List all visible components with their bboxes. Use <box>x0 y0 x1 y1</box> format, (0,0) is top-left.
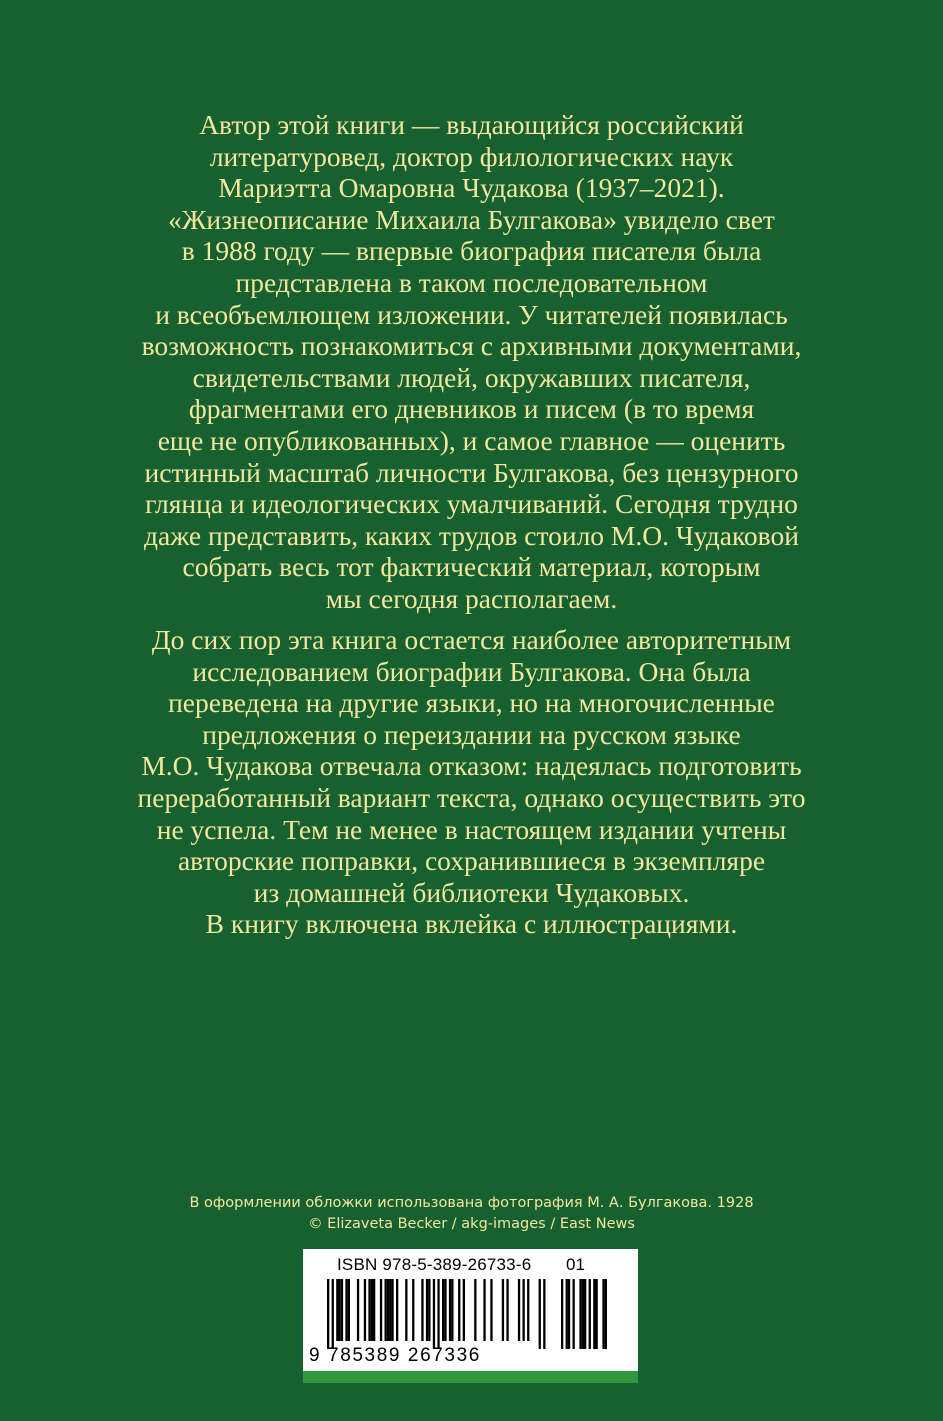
barcode-digits: 9 785389 267336 <box>309 1345 481 1366</box>
barcode-bar <box>428 1279 430 1341</box>
barcode-addon-bar <box>579 1279 581 1349</box>
barcode-bar <box>380 1279 382 1341</box>
barcode-bar <box>518 1279 520 1341</box>
text-line: в 1988 году — впервые биография писателя была <box>181 235 762 267</box>
barcode-bar <box>387 1279 389 1341</box>
isbn-label: ISBN 978-5-389-26733-6 <box>337 1255 532 1274</box>
barcode-bar <box>523 1279 525 1341</box>
text-line: М.О. Чудакова отвечала отказом: надеялась подготовить <box>141 750 802 782</box>
text-line: Мариэтта Омаровна Чудакова (1937–2021). <box>218 172 725 204</box>
barcode-addon-bar <box>582 1279 584 1349</box>
barcode-bar <box>502 1279 504 1341</box>
barcode-bar <box>458 1279 460 1341</box>
barcode-bar <box>373 1279 375 1341</box>
barcode-bar <box>345 1279 347 1341</box>
barcode-bar <box>442 1279 444 1341</box>
barcode-addon-bar <box>566 1279 568 1349</box>
text-line: переработанный вариант текста, однако осуществить это <box>137 781 806 813</box>
barcode-bar <box>396 1279 398 1341</box>
isbn-barcode <box>303 1249 638 1371</box>
barcode-bar <box>339 1279 341 1341</box>
text-line: даже представить, каких трудов стоило М.О. Чудаковой <box>144 519 799 551</box>
barcode-addon-bar <box>568 1279 570 1349</box>
barcode-bar <box>426 1279 428 1341</box>
barcode-bar <box>385 1279 387 1341</box>
barcode-bar <box>371 1279 373 1341</box>
barcode-bar <box>389 1279 391 1341</box>
barcode-bar <box>364 1279 366 1341</box>
text-line: истинный масштаб личности Булгакова, без цензурного <box>144 456 799 488</box>
text-line: не успела. Тем не менее в настоящем издании учтены <box>156 813 787 845</box>
text-line: исследованием биографии Булгакова. Она была <box>192 655 751 687</box>
barcode-bar <box>437 1279 439 1349</box>
barcode-bar <box>332 1279 334 1349</box>
text-line: собрать весь тот фактический материал, которым <box>182 551 761 583</box>
text-line: возможность познакомиться с архивными документами, <box>141 330 802 362</box>
text-line: фрагментами его дневников и писем (в то время <box>188 393 755 425</box>
text-line: переведена на другие языки, но на многочисленные <box>168 687 775 719</box>
text-line: В книгу включена вклейка с иллюстрациями. <box>205 908 738 940</box>
barcode-bar <box>444 1279 446 1341</box>
barcode-bar <box>449 1279 451 1341</box>
photo-credit-line: В оформлении обложки использована фотография М. А. Булгакова. 1928 <box>189 1195 754 1211</box>
text-line: еще не опубликованных), и самое главное — оценить <box>157 424 786 456</box>
text-line: предложения о переиздании на русском языке <box>202 718 741 750</box>
text-line: мы сегодня располагаем. <box>325 582 618 614</box>
barcode-bar <box>433 1279 435 1349</box>
barcode-addon-bar <box>589 1279 591 1349</box>
copyright-line: © Elizaveta Becker / akg-images / East News <box>308 1216 635 1232</box>
barcode-bar <box>506 1279 508 1341</box>
annotation-paragraph-2 <box>100 624 843 940</box>
barcode-bar <box>391 1279 393 1341</box>
text-line: и всеобъемлющем изложении. У читателей появилась <box>155 298 788 330</box>
text-line: авторские поправки, сохранившиеся в экземпляре <box>177 845 766 877</box>
bottom-color-strip <box>303 1371 638 1383</box>
barcode-bar <box>490 1279 492 1341</box>
text-line: «Жизнеописание Михаила Булгакова» увидело свет <box>168 203 775 235</box>
barcode-bar <box>421 1279 423 1341</box>
barcode-addon-bar <box>573 1279 575 1349</box>
barcode-bar <box>405 1279 407 1341</box>
text-line: До сих пор эта книга остается наиболее авторитетным <box>151 624 792 655</box>
barcode-bar <box>543 1279 545 1349</box>
barcode-bar <box>474 1279 476 1341</box>
text-line: представлена в таком последовательном <box>235 266 708 298</box>
text-line: глянца и идеологических умалчиваний. Сегодня трудно <box>145 488 798 520</box>
barcode-bar <box>483 1279 485 1341</box>
barcode-bar <box>539 1279 541 1349</box>
text-line: Автор этой книги — выдающийся российский <box>199 109 744 140</box>
barcode-bar <box>527 1279 529 1341</box>
barcode-addon-bar <box>561 1279 563 1349</box>
barcode-addon-bar <box>593 1279 595 1349</box>
cover-credits <box>0 1193 943 1235</box>
barcode-bar <box>341 1279 343 1341</box>
barcode-bar <box>348 1279 350 1341</box>
barcode-bar <box>357 1279 359 1341</box>
barcode-bar <box>336 1279 338 1341</box>
text-line: из домашней библиотеки Чудаковых. <box>253 876 690 908</box>
barcode-addon-bar <box>584 1279 586 1349</box>
text-line: литературовед, доктор филологических наук <box>209 140 734 172</box>
barcode-addon-bar <box>596 1279 598 1349</box>
barcode-addon-label: 01 <box>566 1255 585 1274</box>
annotation-paragraph-1 <box>100 109 843 615</box>
barcode-addon-bar <box>605 1279 607 1349</box>
barcode-bar <box>463 1279 465 1341</box>
barcode-bar <box>412 1279 414 1341</box>
barcode-bar <box>451 1279 453 1341</box>
barcode-bar <box>368 1279 370 1341</box>
text-line: свидетельствами людей, окружавших писателя, <box>192 361 751 393</box>
barcode-bar <box>327 1279 329 1349</box>
barcode-addon-bar <box>602 1279 604 1349</box>
